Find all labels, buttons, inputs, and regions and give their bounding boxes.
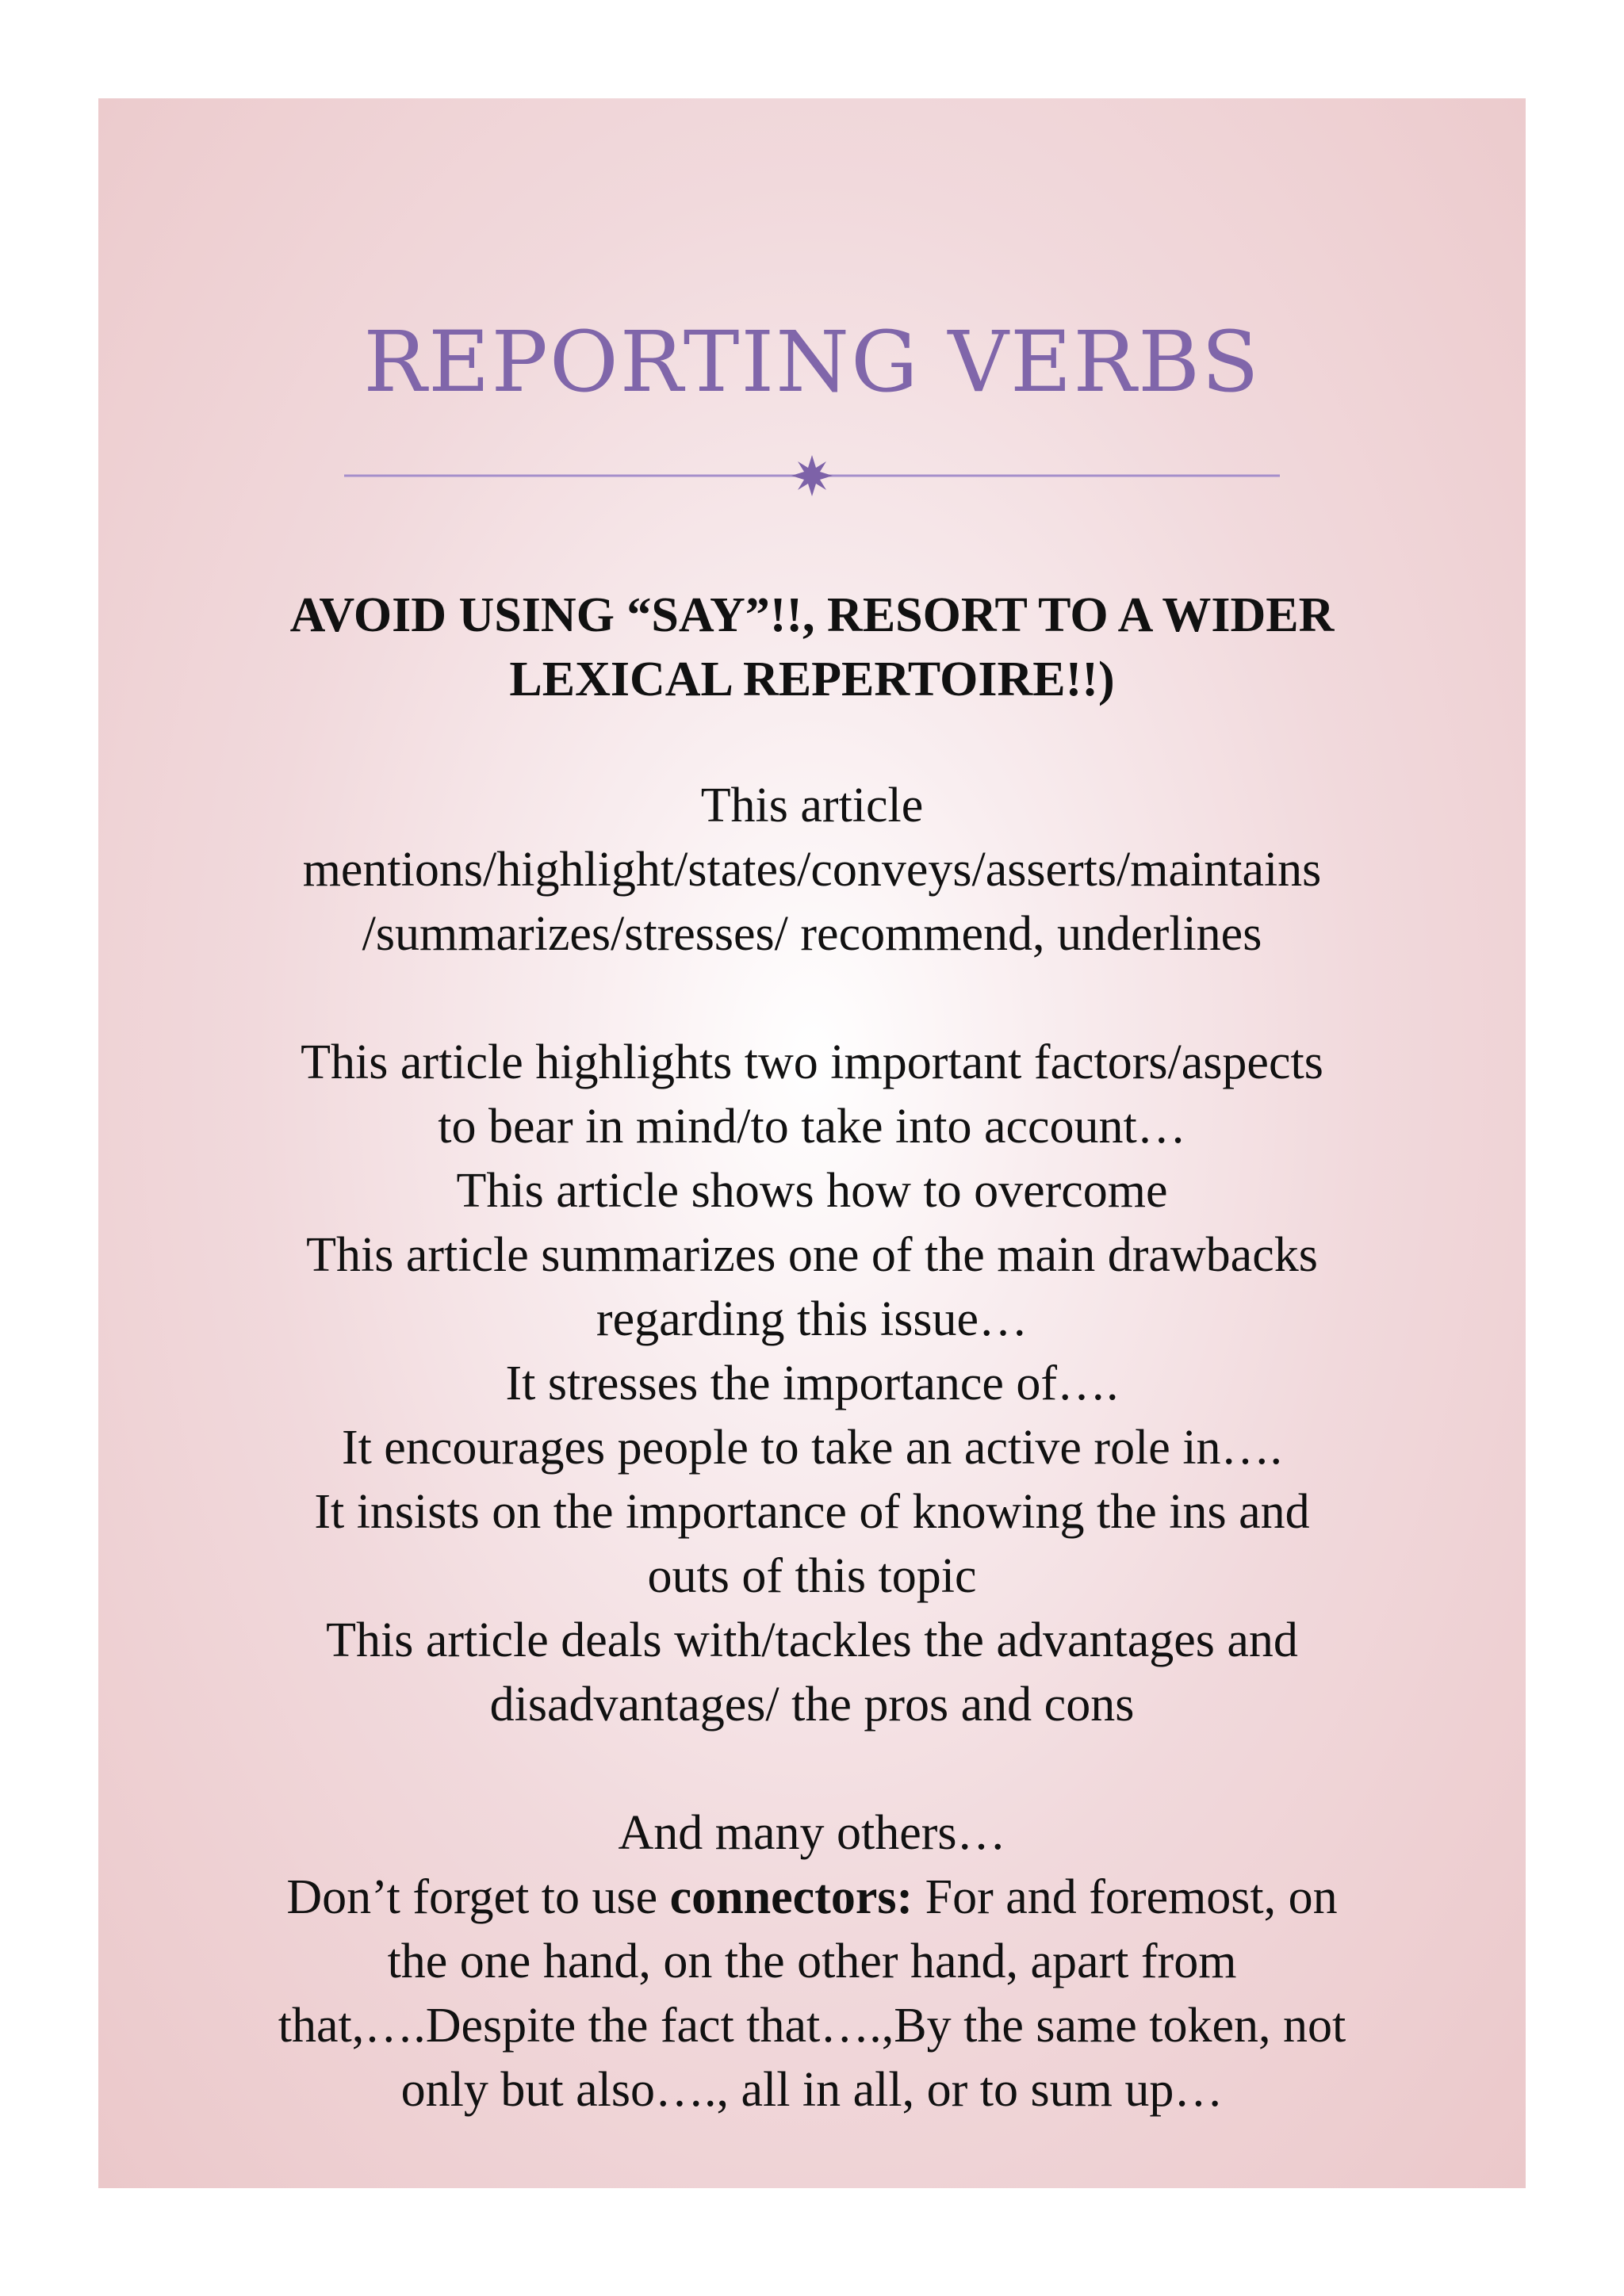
verbs-line: mentions/highlight/states/conveys/asserts/maintains <box>302 843 1322 897</box>
closing-block <box>146 1801 1478 2122</box>
page-title: REPORTING VERBS <box>363 313 1261 411</box>
connectors-rest: For and foremost, on <box>925 1870 1338 1924</box>
closing-line: only but also…., all in all, or to sum up… <box>400 2063 1224 2117</box>
connectors-line <box>146 1866 1478 1930</box>
closing-line: that,….Despite the fact that….,By the same token, not <box>278 1999 1346 2053</box>
verbs-line: /summarizes/stresses/ recommend, underlines <box>362 907 1262 961</box>
starburst-icon <box>791 455 833 496</box>
example-line: regarding this issue… <box>596 1292 1028 1346</box>
closing-line: And many others… <box>618 1806 1006 1860</box>
example-line: This article summarizes one of the main drawbacks <box>306 1228 1318 1282</box>
connectors-prefix: Don’t forget to use <box>286 1870 658 1924</box>
example-line: disadvantages/ the pros and cons <box>489 1678 1135 1732</box>
subtitle-line: AVOID USING “SAY”!!, RESORT TO A WIDER <box>289 588 1335 642</box>
example-line: outs of this topic <box>647 1549 977 1603</box>
example-line: This article highlights two important factors/aspects <box>301 1035 1323 1089</box>
examples-block <box>146 1031 1478 1737</box>
connectors-keyword: connectors: <box>669 1870 914 1924</box>
example-line: It stresses the importance of…. <box>505 1357 1119 1410</box>
verbs-line: This article <box>700 779 924 832</box>
example-line: This article shows how to overcome <box>456 1164 1168 1218</box>
closing-line: the one hand, on the other hand, apart from <box>387 1934 1237 1988</box>
subtitle <box>257 584 1367 712</box>
example-line: It insists on the importance of knowing the ins and <box>314 1485 1310 1539</box>
example-line: to bear in mind/to take into account… <box>438 1100 1186 1154</box>
example-line: It encourages people to take an active role in…. <box>341 1421 1283 1475</box>
subtitle-line: LEXICAL REPERTOIRE!!) <box>509 652 1115 706</box>
verbs-block <box>146 774 1478 966</box>
title-divider <box>344 455 1280 496</box>
example-line: This article deals with/tackles the advantages and <box>326 1613 1298 1667</box>
page-card <box>98 98 1526 2188</box>
